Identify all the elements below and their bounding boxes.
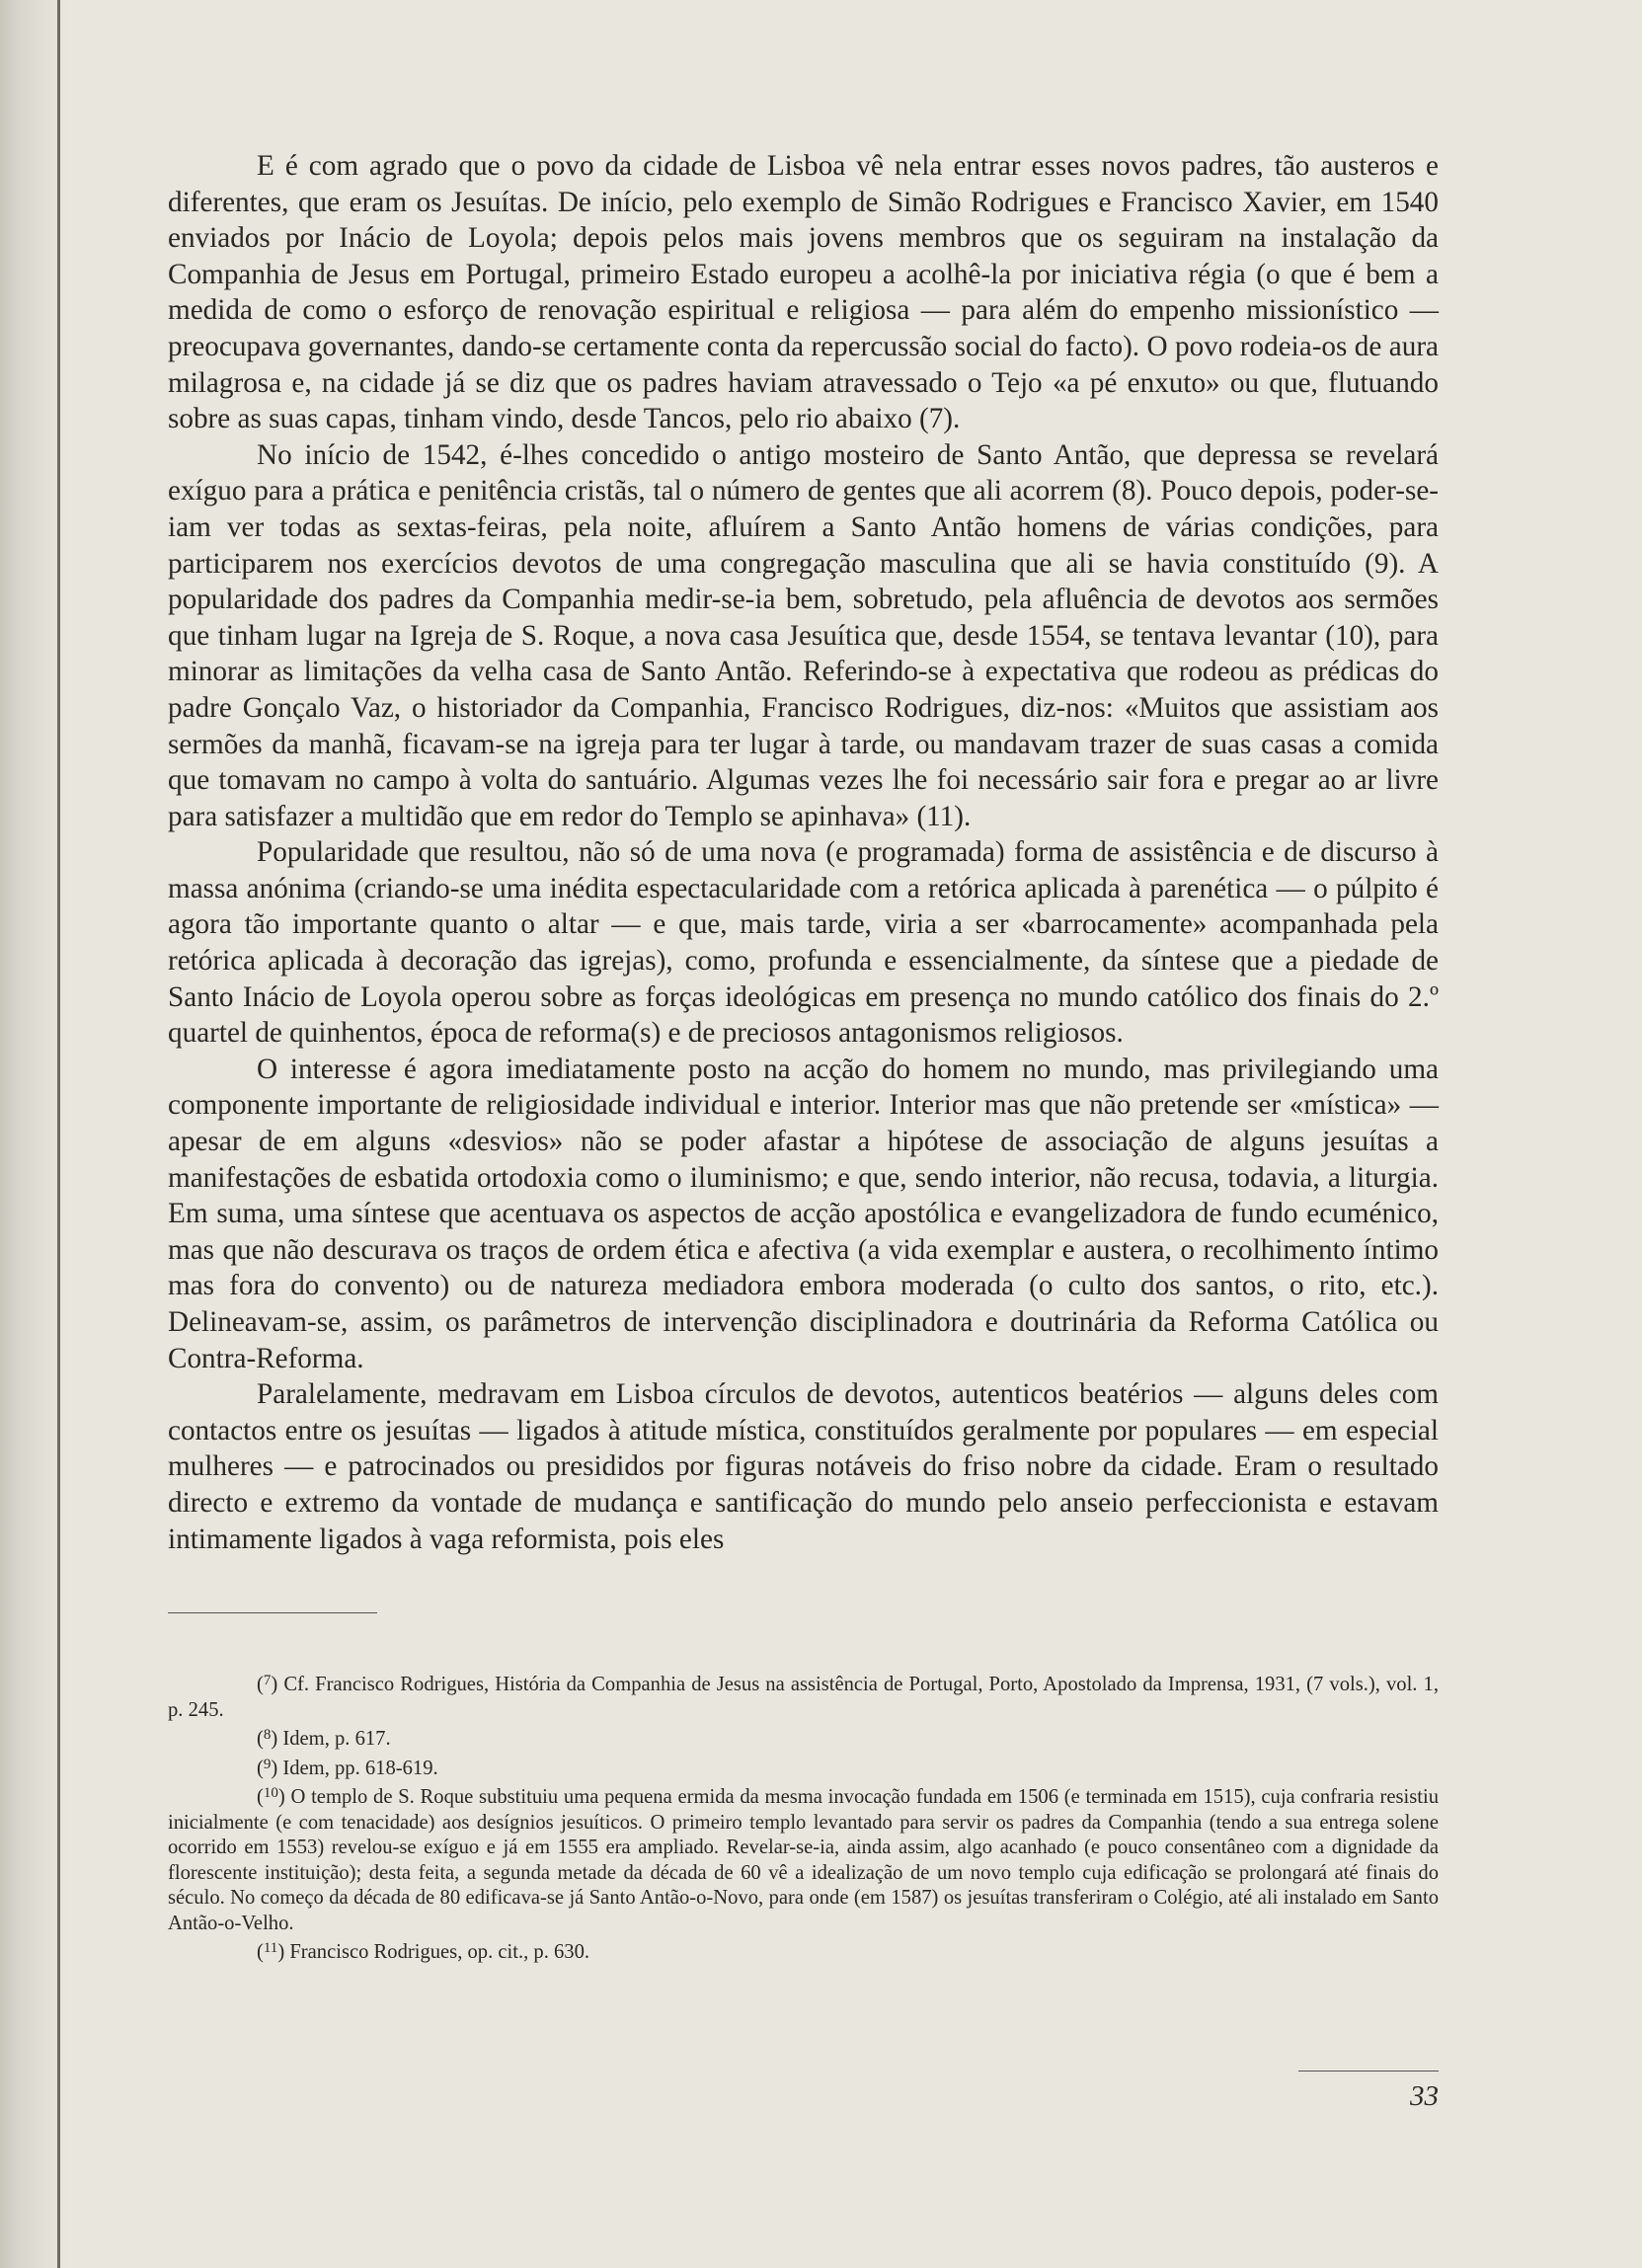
footnotes xyxy=(168,1669,1439,1966)
paragraph-5: Paralelamente, medravam em Lisboa círculos de devotos, autenticos beatérios — alguns deles com contactos entre os jesuítas — ligados à atitude mística, constituídos geralmente por populares — em especial mulheres — e patrocinados ou presididos por figuras notáveis do friso nobre da cidade. Eram o resultado directo e extremo da vontade de mudança e santificação do mundo pelo anseio perfeccionista e estavam intimamente ligados à vaga reformista, pois eles xyxy=(168,1378,1439,1555)
footnote-text: Idem, p. 617. xyxy=(282,1728,391,1751)
footnote-9: ($^9$) Idem, pp. 618-619. xyxy=(257,1756,438,1779)
footnote-separator xyxy=(168,1612,377,1613)
footnote-number: 10 xyxy=(263,1785,278,1802)
paragraph-1: E é com agrado que o povo da cidade de Lisboa vê nela entrar esses novos padres, tão austeros e diferentes, que eram os Jesuítas. De início, pelo exemplo de Simão Rodrigues e Francisco Xavier, em 1540 enviados por Inácio de Loyola; depois pelos mais jovens membros que os seguiram na instalação da Companhia de Jesus em Portugal, primeiro Estado europeu a acolhê-la por iniciativa régia (o que é bem a medida de como o esforço de renovação espiritual e religiosa — para além do empenho missionístico — preocupava governantes, dando-se certamente conta da repercussão social do facto). O povo rodeia-os de aura milagrosa e, na cidade já se diz que os padres haviam atravessado o Tejo «a pé enxuto» ou que, flutuando sobre as suas capas, tinham vindo, desde Tancos, pelo rio abaixo (7). xyxy=(168,150,1439,435)
footnote-number: 9 xyxy=(263,1756,272,1772)
paragraph-4: O interesse é agora imediatamente posto na acção do homem no mundo, mas privilegiando uma componente importante de religiosidade individual e interior. Interior mas que não pretende ser «mística» — apesar de em alguns «desvios» não se poder afastar a hipótese de associação de alguns jesuítas a manifestações de esbatida ortodoxia como o iluminismo; e que, sendo interior, não recusa, todavia, a liturgia. Em suma, uma síntese que acentuava os aspectos de acção apostólica e evangelizadora de fundo ecuménico, mas que não descurava os traços de ordem ética e afectiva (a vida exemplar e austera, o recolhimento íntimo mas fora do convento) ou de natureza mediadora embora moderada (o culto dos santos, o rito, etc.). Delineavam-se, assim, os parâmetros de intervenção disciplinadora e doutrinária da Reforma Católica ou Contra-Reforma. xyxy=(168,1053,1439,1374)
footnote-text: Cf. Francisco Rodrigues, História da Companhia de Jesus na assistência de Portugal, Porto, Apostolado da Imprensa, 1931, (7 vols.), vol. 1, p. 245. xyxy=(168,1674,1439,1721)
footnote-10: ($^{10}$) O templo de S. Roque substituiu uma pequena ermida da mesma invocação fundada em 1506 (e terminada em 1515), cuja confraria resistiu inicialmente (e com tenacidade) aos desígnios jesuíticos. O primeiro templo levantado para servir os padres da Companhia (tendo a sua entrega solene ocorrido em 1553) revelou-se exíguo e já em 1555 era ampliado. Revelar-se-ia, ainda assim, algo acanhado (e pouco consentâneo com a dignidade da florescente instituição); desta feita, a segunda metade da década de 60 vê a idealização de um novo templo cuja edificação se prolongará até finais do século. No começo da década de 80 edificava-se já Santo Antão-o-Novo, para onde (em 1587) os jesuítas transferiram o Colégio, até ali instalado em Santo Antão-o-Velho. xyxy=(168,1785,1439,1934)
paragraph-2: No início de 1542, é-lhes concedido o antigo mosteiro de Santo Antão, que depressa se revelará exíguo para a prática e penitência cristãs, tal o número de gentes que ali acorrem (8). Pouco depois, poder-se-iam ver todas as sextas-feiras, pela noite, afluírem a Santo Antão homens de várias condições, para participarem nos exercícios devotos de uma congregação masculina que ali se havia constituído (9). A popularidade dos padres da Companhia medir-se-ia bem, sobretudo, pela afluência de devotos aos sermões que tinham lugar na Igreja de S. Roque, a nova casa Jesuítica que, desde 1554, se tentava levantar (10), para minorar as limitações da velha casa de Santo Antão. Referindo-se à expectativa que rodeou as prédicas do padre Gonçalo Vaz, o historiador da Companhia, Francisco Rodrigues, diz-nos: «Muitos que assistiam aos sermões da manhã, ficavam-se na igreja para ter lugar à tarde, ou mandavam trazer de suas casas a comida que tomavam no campo à volta do santuário. Algumas vezes lhe foi necessário sair fora e pregar ao ar livre para satisfazer a multidão que em redor do Templo se apinhava» (11). xyxy=(168,438,1439,832)
page-number: 33 xyxy=(1410,2080,1439,2112)
footnote-number: 11 xyxy=(263,1940,278,1957)
book-binding-line xyxy=(57,0,60,2268)
footnote-text: Idem, pp. 618-619. xyxy=(282,1757,438,1779)
page-number-rule xyxy=(1298,2071,1439,2072)
body-text xyxy=(168,148,1439,1557)
footnote-11: ($^{11}$) Francisco Rodrigues, op. cit., p. 630. xyxy=(257,1940,590,1964)
footnote-8: ($^8$) Idem, p. 617. xyxy=(257,1727,391,1751)
footnote-number: 7 xyxy=(263,1673,272,1689)
footnote-text: O templo de S. Roque substituiu uma pequena ermida da mesma invocação fundada em 1506 (e terminada em 1515), cuja confraria resistiu inicialmente (e com tenacidade) aos desígnios jesuíticos. O primeiro templo levantado para servir os padres da Companhia (tendo a sua entrega solene ocorrido em 1553) revelou-se exíguo e já em 1555 era ampliado. Revelar-se-ia, ainda assim, algo acanhado (e pouco consentâneo com a dignidade da florescente instituição); desta feita, a segunda metade da década de 60 vê a idealização de um novo templo cuja edificação se prolongará até finais do século. No começo da década de 80 edificava-se já Santo Antão-o-Novo, para onde (em 1587) os jesuítas transferiram o Colégio, até ali instalado em Santo Antão-o-Velho. xyxy=(168,1786,1439,1934)
footnote-7: ($^7$) Cf. Francisco Rodrigues, História da Companhia de Jesus na assistência de Portugal, Porto, Apostolado da Imprensa, 1931, (7 vols.), vol. 1, p. 245. xyxy=(168,1673,1439,1721)
footnote-text: Francisco Rodrigues, op. cit., p. 630. xyxy=(289,1941,590,1964)
page-content xyxy=(168,148,1439,1966)
footnote-number: 8 xyxy=(263,1727,272,1744)
paragraph-3: Popularidade que resultou, não só de uma nova (e programada) forma de assistência e de discurso à massa anónima (criando-se uma inédita espectacularidade com a retórica aplicada à parenética — o púlpito é agora tão importante quanto o altar — e que, mais tarde, viria a ser «barrocamente» acompanhada pela retórica aplicada à decoração das igrejas), como, profunda e essencialmente, da síntese que a piedade de Santo Inácio de Loyola operou sobre as forças ideológicas em presença no mundo católico dos finais do 2.º quartel de quinhentos, época de reforma(s) e de preciosos antagonismos religiosos. xyxy=(168,836,1439,1050)
